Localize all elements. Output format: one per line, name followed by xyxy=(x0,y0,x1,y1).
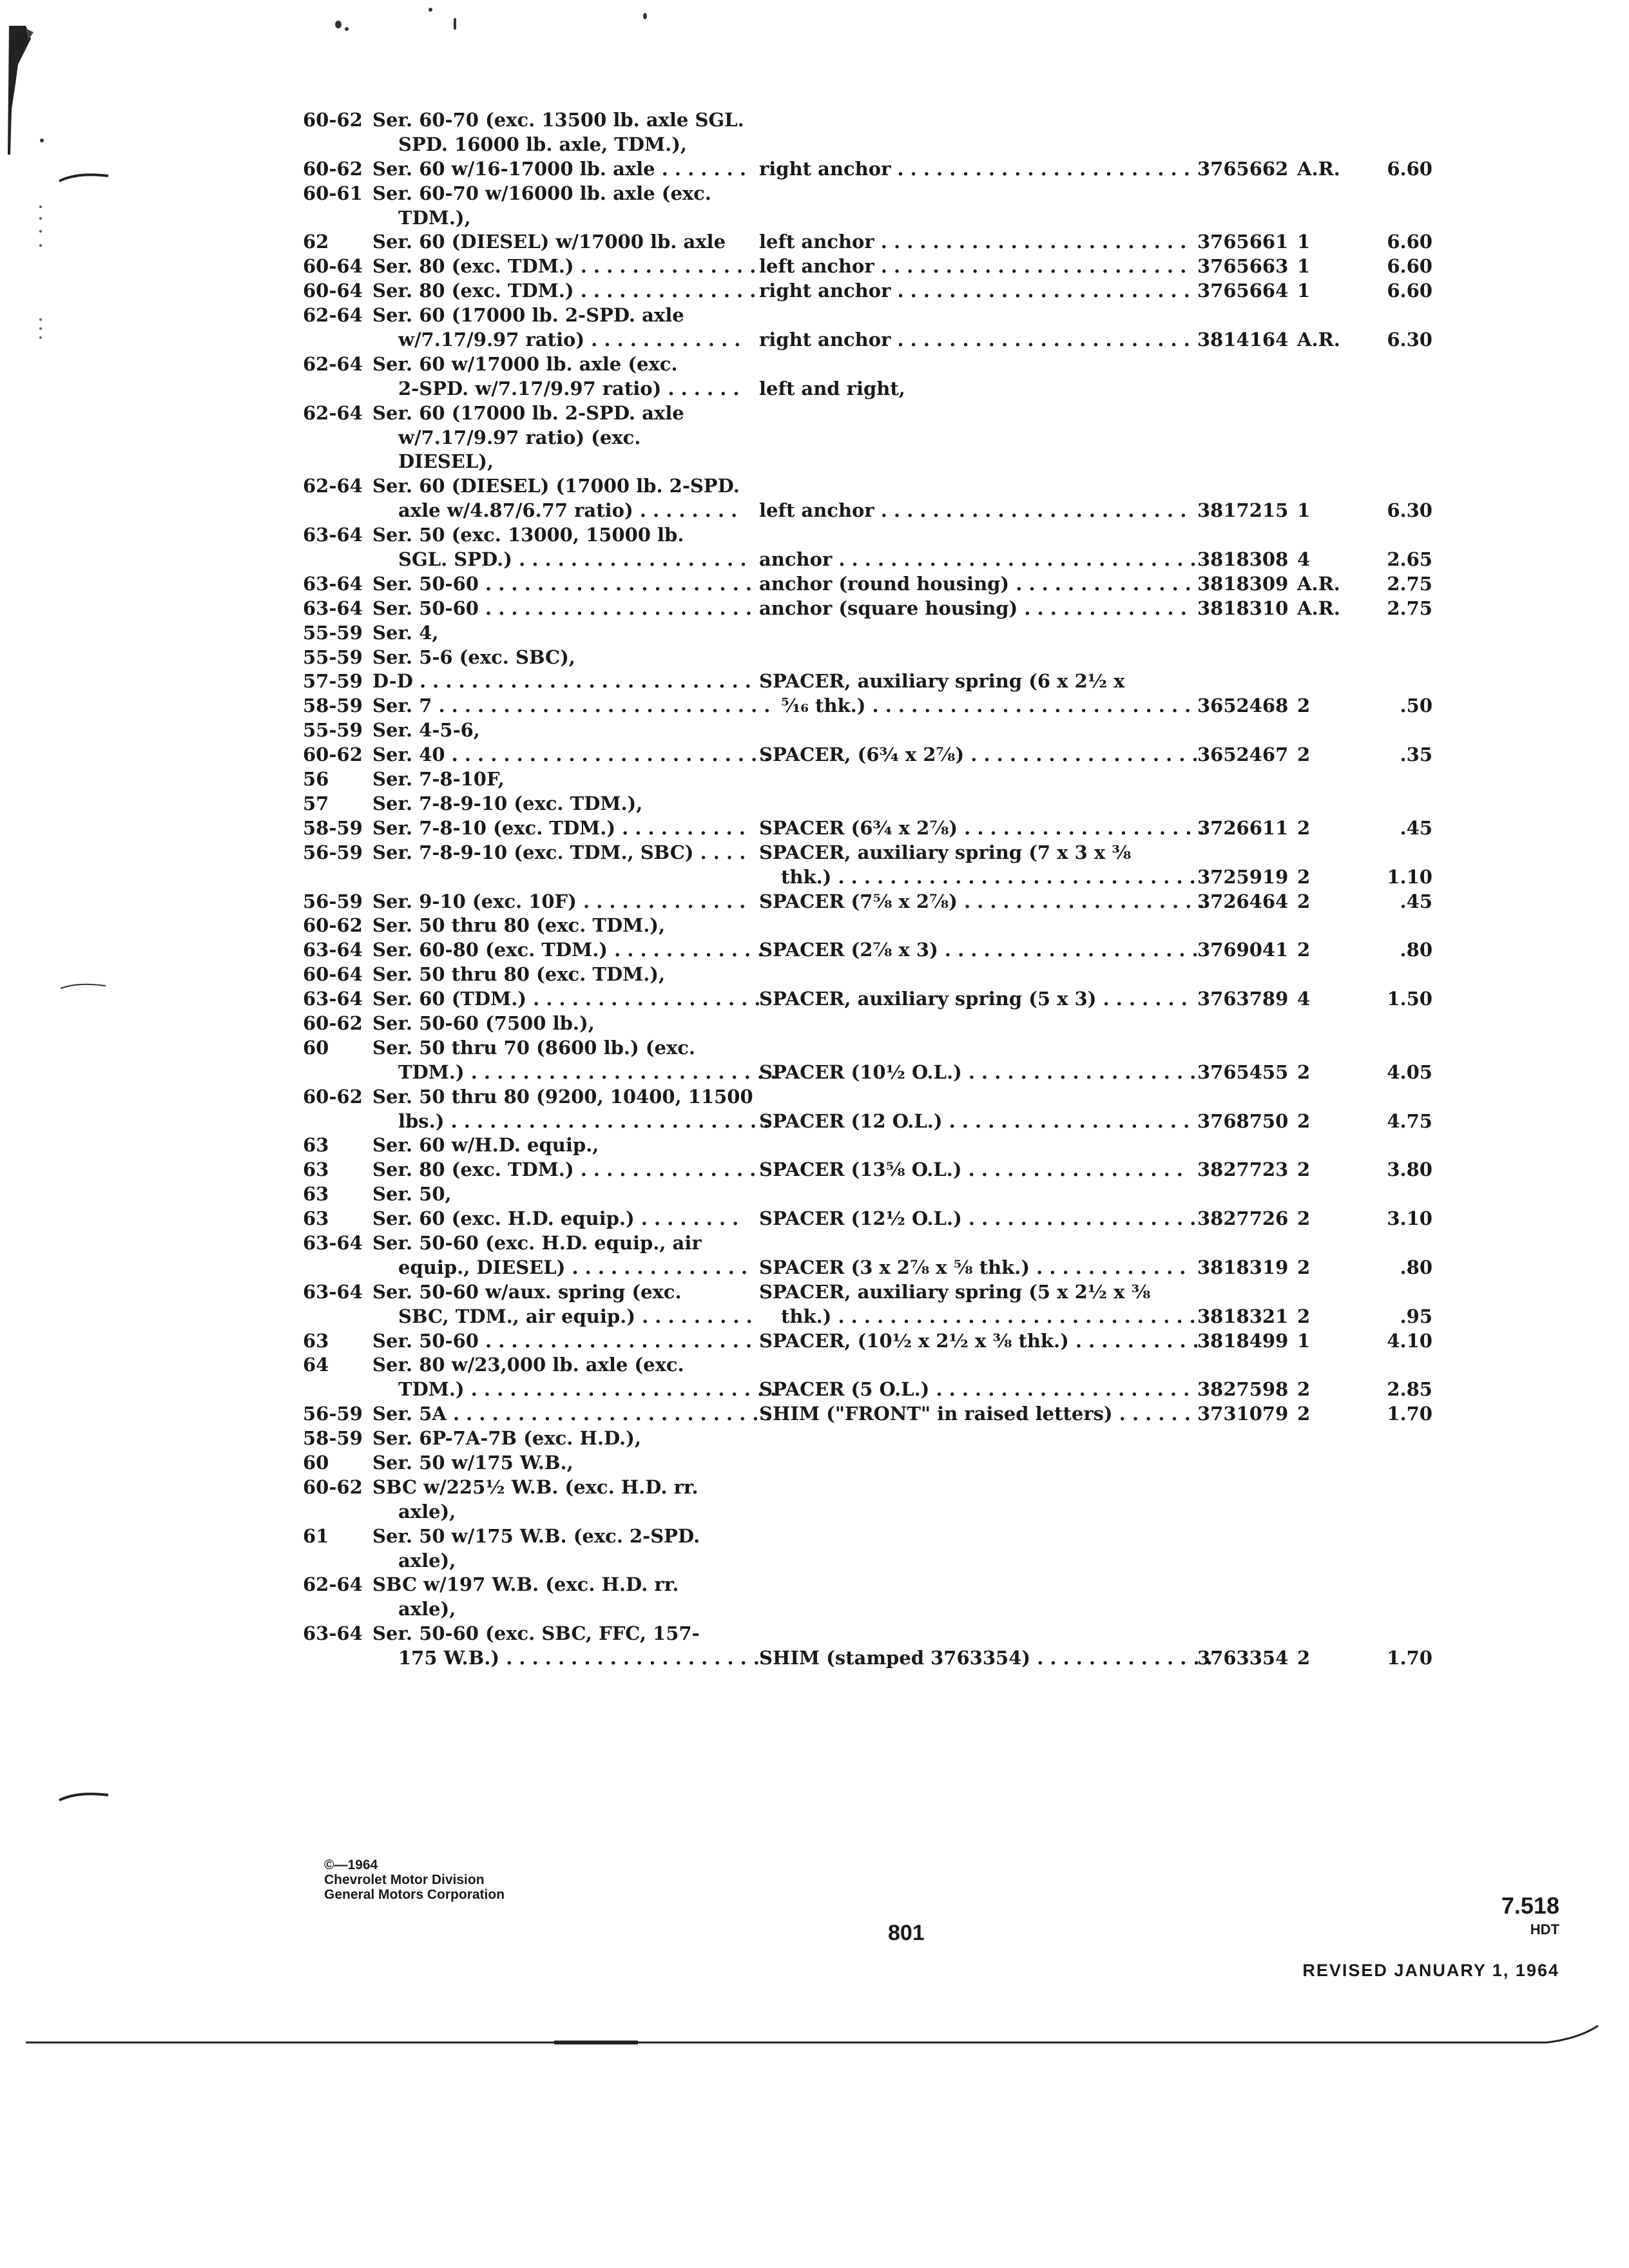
price: .95 xyxy=(1400,1305,1432,1327)
part-number: 3765664 xyxy=(1197,280,1289,302)
table-row xyxy=(0,401,1629,426)
price: 1.50 xyxy=(1387,988,1432,1010)
quantity: 4 xyxy=(1297,988,1311,1010)
model-application: Ser. 60 (DIESEL) w/17000 lb. axle xyxy=(372,231,726,253)
price: 6.30 xyxy=(1387,329,1432,351)
model-application: Ser. 50-60 w/aux. spring (exc. xyxy=(372,1280,682,1303)
model-application: Ser. 80 (exc. TDM.) . . . . . . . . . . . . . . xyxy=(372,280,757,302)
table-row xyxy=(0,1012,1629,1036)
model-application: Ser. 50 (exc. 13000, 15000 lb. xyxy=(372,524,684,546)
scan-speck xyxy=(454,18,456,30)
year-range: 60-64 xyxy=(303,963,363,986)
part-number: 3765662 xyxy=(1197,157,1289,180)
model-application: TDM.) . . . . . . . . . . . . . . . . . . . . . . . . xyxy=(398,1061,777,1083)
year-range: 63-64 xyxy=(303,597,363,619)
part-description: right anchor . . . . . . . . . . . . . . . . . . . . . . . xyxy=(759,280,1190,302)
part-number: 3827723 xyxy=(1197,1158,1289,1181)
table-row xyxy=(0,1061,1629,1085)
parts-table xyxy=(0,108,1629,1671)
part-number: 3652467 xyxy=(1197,744,1289,766)
table-row xyxy=(0,767,1629,792)
copyright-block xyxy=(324,1858,505,1902)
scan-speck xyxy=(345,27,349,31)
model-application: Ser. 60-70 w/16000 lb. axle (exc. xyxy=(372,182,711,204)
table-row xyxy=(0,1305,1629,1329)
part-number: 3818310 xyxy=(1197,597,1289,619)
part-number: 3731079 xyxy=(1197,1403,1289,1425)
table-row xyxy=(0,1110,1629,1134)
part-description: left anchor . . . . . . . . . . . . . . . . . . . . . . . . xyxy=(759,231,1187,253)
model-application: w/7.17/9.97 ratio) (exc. xyxy=(398,426,641,448)
table-row xyxy=(0,108,1629,133)
year-range: 63-64 xyxy=(303,1231,363,1254)
table-row xyxy=(0,1280,1629,1305)
year-range: 56-59 xyxy=(303,890,363,912)
page-number: 801 xyxy=(888,1921,925,1945)
table-row xyxy=(0,694,1629,718)
part-description: SPACER (3 x 2⅞ x ⅝ thk.) . . . . . . . . . . . . xyxy=(759,1256,1186,1278)
model-application: Ser. 80 w/23,000 lb. axle (exc. xyxy=(372,1354,684,1376)
part-description: SPACER (7⅝ x 2⅞) . . . . . . . . . . . . . . . . . . . xyxy=(759,890,1205,912)
part-number: 3763354 xyxy=(1197,1647,1289,1669)
model-application: Ser. 7 . . . . . . . . . . . . . . . . . . . . . . . . . . xyxy=(372,695,771,717)
scan-speck xyxy=(335,21,342,28)
table-row xyxy=(0,352,1629,377)
price: 2.75 xyxy=(1387,597,1432,619)
year-range: 60-62 xyxy=(303,1012,363,1034)
table-row xyxy=(0,279,1629,303)
table-row xyxy=(0,1158,1629,1182)
part-description: anchor . . . . . . . . . . . . . . . . . . . . . . . . . . . . xyxy=(759,548,1197,571)
model-application: TDM.), xyxy=(398,206,471,229)
price: 6.60 xyxy=(1387,231,1432,253)
part-number: 3652468 xyxy=(1197,695,1289,717)
table-row xyxy=(0,1622,1629,1646)
part-number: 3818499 xyxy=(1197,1329,1289,1352)
year-range: 60-62 xyxy=(303,1085,363,1108)
table-row xyxy=(0,548,1629,572)
part-description: SPACER (6¾ x 2⅞) . . . . . . . . . . . . . . . . . . . xyxy=(759,816,1205,839)
price: .35 xyxy=(1400,744,1432,766)
quantity: 2 xyxy=(1297,1110,1311,1132)
model-application: Ser. 80 (exc. TDM.) . . . . . . . . . . . . . . xyxy=(372,1158,757,1181)
price: 2.85 xyxy=(1387,1378,1432,1401)
price: 4.05 xyxy=(1387,1061,1432,1083)
year-range: 60-62 xyxy=(303,1475,363,1498)
year-range: 60 xyxy=(303,1036,329,1059)
price: 6.60 xyxy=(1387,255,1432,278)
table-row xyxy=(0,206,1629,231)
quantity: 4 xyxy=(1297,548,1311,571)
year-range: 63-64 xyxy=(303,1622,363,1645)
table-row xyxy=(0,1182,1629,1207)
table-row xyxy=(0,1036,1629,1061)
model-application: D-D . . . . . . . . . . . . . . . . . . . . . . . . . . xyxy=(372,670,751,693)
table-row xyxy=(0,1524,1629,1549)
year-range: 55-59 xyxy=(303,646,363,668)
model-application: Ser. 80 (exc. TDM.) . . . . . . . . . . . . . . xyxy=(372,255,757,278)
table-row xyxy=(0,1597,1629,1622)
part-number: 3726464 xyxy=(1197,890,1289,912)
table-row xyxy=(0,523,1629,548)
price: 6.60 xyxy=(1387,157,1432,180)
part-number: 3765455 xyxy=(1197,1061,1289,1083)
scan-speck xyxy=(429,8,432,12)
section-number: 7.518 xyxy=(1501,1892,1559,1919)
part-description: SPACER, auxiliary spring (5 x 3) . . . . . . . xyxy=(759,988,1188,1010)
price: 6.60 xyxy=(1387,280,1432,302)
part-description: SPACER, auxiliary spring (6 x 2½ x xyxy=(759,670,1125,693)
revision-date: REVISED JANUARY 1, 1964 xyxy=(1302,1961,1559,1980)
year-range: 63-64 xyxy=(303,939,363,961)
table-row xyxy=(0,328,1629,352)
year-range: 63 xyxy=(303,1329,329,1352)
model-application: Ser. 50-60 . . . . . . . . . . . . . . . . . . . . . xyxy=(372,1329,752,1352)
year-range: 63 xyxy=(303,1134,329,1157)
model-application: Ser. 7-8-10 (exc. TDM.) . . . . . . . . . . xyxy=(372,816,746,839)
part-number: 3763789 xyxy=(1197,988,1289,1010)
model-application: SBC, TDM., air equip.) . . . . . . . . . xyxy=(398,1305,753,1327)
part-description: anchor (square housing) . . . . . . . . . . . . . xyxy=(759,597,1187,619)
price: .50 xyxy=(1400,695,1432,717)
part-description: SPACER (12½ O.L.) . . . . . . . . . . . . . . . . . . xyxy=(759,1207,1197,1230)
part-number: 3726611 xyxy=(1197,816,1289,839)
model-application: TDM.) . . . . . . . . . . . . . . . . . . . . . . . . xyxy=(398,1378,777,1401)
quantity: 2 xyxy=(1297,1378,1311,1401)
model-application: Ser. 60-80 (exc. TDM.) . . . . . . . . . . . . xyxy=(372,939,764,961)
table-row xyxy=(0,890,1629,914)
table-row xyxy=(0,157,1629,182)
part-description: thk.) . . . . . . . . . . . . . . . . . . . . . . . . . . . . xyxy=(781,865,1196,888)
part-description: SPACER (2⅞ x 3) . . . . . . . . . . . . . . . . . . . . xyxy=(759,939,1199,961)
table-row xyxy=(0,914,1629,938)
price: 1.10 xyxy=(1387,865,1432,888)
quantity: 2 xyxy=(1297,1403,1311,1425)
quantity: 1 xyxy=(1297,499,1311,522)
model-application: w/7.17/9.97 ratio) . . . . . . . . . . . . xyxy=(398,329,741,351)
model-application: Ser. 50-60 . . . . . . . . . . . . . . . . . . . . . xyxy=(372,597,752,619)
part-number: 3769041 xyxy=(1197,939,1289,961)
year-range: 60-62 xyxy=(303,914,363,937)
year-range: 63-64 xyxy=(303,988,363,1010)
model-application: lbs.) . . . . . . . . . . . . . . . . . . . . . . . . . xyxy=(398,1110,770,1132)
model-application: Ser. 5-6 (exc. SBC), xyxy=(372,646,575,668)
table-row xyxy=(0,1256,1629,1280)
year-range: 60-62 xyxy=(303,109,363,131)
quantity: 1 xyxy=(1297,231,1311,253)
model-application: Ser. 60 w/17000 lb. axle (exc. xyxy=(372,352,678,375)
table-row xyxy=(0,1207,1629,1231)
year-range: 57 xyxy=(303,792,329,814)
part-description: ⁵⁄₁₆ thk.) . . . . . . . . . . . . . . . . . . . . . . . . . xyxy=(781,695,1191,717)
year-range: 63-64 xyxy=(303,572,363,595)
table-row xyxy=(0,1427,1629,1451)
model-application: Ser. 50 w/175 W.B. (exc. 2-SPD. xyxy=(372,1524,700,1547)
table-row xyxy=(0,255,1629,279)
model-application: SPD. 16000 lb. axle, TDM.), xyxy=(398,133,688,155)
scan-speck xyxy=(643,13,647,19)
quantity: 2 xyxy=(1297,695,1311,717)
model-application: axle), xyxy=(398,1549,456,1571)
model-application: Ser. 60 (17000 lb. 2-SPD. axle xyxy=(372,304,684,327)
year-range: 64 xyxy=(303,1354,329,1376)
quantity: 2 xyxy=(1297,1061,1311,1083)
part-description: left and right, xyxy=(759,377,905,399)
copyright-division: Chevrolet Motor Division xyxy=(324,1872,485,1887)
table-row xyxy=(0,1549,1629,1573)
part-number: 3768750 xyxy=(1197,1110,1289,1132)
model-application: SGL. SPD.) . . . . . . . . . . . . . . . . . . xyxy=(398,548,747,571)
part-description: SPACER, auxiliary spring (7 x 3 x ⅜ xyxy=(759,841,1132,863)
quantity: 2 xyxy=(1297,939,1311,961)
model-application: Ser. 50 thru 80 (9200, 10400, 11500 xyxy=(372,1085,753,1108)
model-application: Ser. 50-60 . . . . . . . . . . . . . . . . . . . . . xyxy=(372,572,752,595)
table-row xyxy=(0,1085,1629,1110)
model-application: Ser. 60 w/H.D. equip., xyxy=(372,1134,599,1157)
table-row xyxy=(0,1646,1629,1671)
model-application: Ser. 50-60 (exc. H.D. equip., air xyxy=(372,1231,702,1254)
table-row xyxy=(0,426,1629,450)
part-description: left anchor . . . . . . . . . . . . . . . . . . . . . . . . xyxy=(759,499,1187,522)
part-number: 3725919 xyxy=(1197,865,1289,888)
price: 3.80 xyxy=(1387,1158,1432,1181)
year-range: 60-62 xyxy=(303,157,363,180)
copyright-year: ©—1964 xyxy=(324,1858,378,1872)
price: 4.75 xyxy=(1387,1110,1432,1132)
year-range: 58-59 xyxy=(303,1427,363,1450)
table-row xyxy=(0,865,1629,890)
year-range: 62-64 xyxy=(303,304,363,327)
price: 6.30 xyxy=(1387,499,1432,522)
year-range: 60-62 xyxy=(303,744,363,766)
table-row xyxy=(0,938,1629,963)
table-row xyxy=(0,646,1629,670)
model-application: Ser. 50 thru 70 (8600 lb.) (exc. xyxy=(372,1036,696,1059)
price: 2.65 xyxy=(1387,548,1432,571)
model-application: axle w/4.87/6.77 ratio) . . . . . . . . xyxy=(398,499,738,522)
table-row xyxy=(0,1133,1629,1158)
table-row xyxy=(0,499,1629,523)
table-row xyxy=(0,1378,1629,1402)
part-description: SPACER, (10½ x 2½ x ⅜ thk.) . . . . . . . . . . xyxy=(759,1329,1199,1352)
table-row xyxy=(0,474,1629,499)
price: 3.10 xyxy=(1387,1207,1432,1230)
model-application: Ser. 5A . . . . . . . . . . . . . . . . . . . . . . . . . xyxy=(372,1403,772,1425)
year-range: 60 xyxy=(303,1451,329,1474)
year-range: 56-59 xyxy=(303,841,363,863)
part-number: 3817215 xyxy=(1197,499,1289,522)
table-row xyxy=(0,133,1629,157)
model-application: Ser. 60 (exc. H.D. equip.) . . . . . . . . xyxy=(372,1207,739,1230)
model-application: Ser. 50-60 (exc. SBC, FFC, 157- xyxy=(372,1622,700,1645)
part-number: 3765663 xyxy=(1197,255,1289,278)
price: 1.70 xyxy=(1387,1403,1432,1425)
model-application: Ser. 60 w/16-17000 lb. axle . . . . . . . xyxy=(372,157,746,180)
model-application: Ser. 9-10 (exc. 10F) . . . . . . . . . . . . . xyxy=(372,890,746,912)
year-range: 57-59 xyxy=(303,670,363,693)
year-range: 62-64 xyxy=(303,475,363,497)
model-application: Ser. 50 thru 80 (exc. TDM.), xyxy=(372,963,666,986)
table-row xyxy=(0,597,1629,621)
table-row xyxy=(0,1573,1629,1597)
model-application: 2-SPD. w/7.17/9.97 ratio) . . . . . . xyxy=(398,377,740,399)
quantity: 2 xyxy=(1297,1305,1311,1327)
quantity: 2 xyxy=(1297,1256,1311,1278)
table-row xyxy=(0,1329,1629,1354)
year-range: 58-59 xyxy=(303,695,363,717)
quantity: A.R. xyxy=(1297,572,1340,595)
quantity: 2 xyxy=(1297,816,1311,839)
model-application: Ser. 60 (17000 lb. 2-SPD. axle xyxy=(372,401,684,424)
model-application: Ser. 40 . . . . . . . . . . . . . . . . . . . . . . . . . xyxy=(372,744,771,766)
part-number: 3818308 xyxy=(1197,548,1289,571)
table-row xyxy=(0,1475,1629,1500)
table-row xyxy=(0,743,1629,767)
price: 2.75 xyxy=(1387,572,1432,595)
model-application: Ser. 50 thru 80 (exc. TDM.), xyxy=(372,914,666,937)
year-range: 63-64 xyxy=(303,1280,363,1303)
table-row xyxy=(0,621,1629,646)
part-description: right anchor . . . . . . . . . . . . . . . . . . . . . . . xyxy=(759,329,1190,351)
scan-mark xyxy=(58,1790,110,1803)
year-range: 55-59 xyxy=(303,621,363,644)
part-description: SPACER (10½ O.L.) . . . . . . . . . . . . . . . . . . xyxy=(759,1061,1197,1083)
year-range: 63 xyxy=(303,1183,329,1206)
table-row xyxy=(0,1353,1629,1378)
part-description: SHIM (stamped 3763354) . . . . . . . . . . . . . . xyxy=(759,1647,1213,1669)
part-number: 3827726 xyxy=(1197,1207,1289,1230)
part-description: SHIM ("FRONT" in raised letters) . . . . . . xyxy=(759,1403,1191,1425)
model-application: Ser. 7-8-9-10 (exc. TDM.), xyxy=(372,792,643,814)
table-row xyxy=(0,1500,1629,1524)
part-description: SPACER (12 O.L.) . . . . . . . . . . . . . . . . . . . xyxy=(759,1110,1190,1132)
part-number: 3814164 xyxy=(1197,329,1289,351)
table-row xyxy=(0,182,1629,206)
table-row xyxy=(0,987,1629,1012)
quantity: 1 xyxy=(1297,1329,1311,1352)
year-range: 60-64 xyxy=(303,255,363,278)
model-application: SBC w/197 W.B. (exc. H.D. rr. xyxy=(372,1573,679,1596)
table-row xyxy=(0,1451,1629,1475)
part-number: 3818309 xyxy=(1197,572,1289,595)
bottom-rule xyxy=(26,2023,1598,2062)
table-row xyxy=(0,572,1629,597)
model-application: Ser. 50, xyxy=(372,1183,452,1206)
year-range: 55-59 xyxy=(303,719,363,742)
part-number: 3765661 xyxy=(1197,231,1289,253)
year-range: 63 xyxy=(303,1207,329,1230)
quantity: A.R. xyxy=(1297,597,1340,619)
part-description: SPACER, auxiliary spring (5 x 2½ x ⅜ xyxy=(759,1280,1151,1303)
price: .80 xyxy=(1400,1256,1432,1278)
quantity: 2 xyxy=(1297,744,1311,766)
table-row xyxy=(0,450,1629,474)
year-range: 56-59 xyxy=(303,1403,363,1425)
table-row xyxy=(0,841,1629,865)
year-range: 62-64 xyxy=(303,401,363,424)
model-application: equip., DIESEL) . . . . . . . . . . . . . . xyxy=(398,1256,748,1278)
year-range: 61 xyxy=(303,1524,329,1547)
model-application: axle), xyxy=(398,1500,456,1523)
model-application: Ser. 60-70 (exc. 13500 lb. axle SGL. xyxy=(372,109,744,131)
model-application: Ser. 4-5-6, xyxy=(372,719,480,742)
model-application: 175 W.B.) . . . . . . . . . . . . . . . . . . . . xyxy=(398,1647,760,1669)
quantity: 2 xyxy=(1297,1207,1311,1230)
copyright-corporation: General Motors Corporation xyxy=(324,1887,505,1902)
part-description: anchor (round housing) . . . . . . . . . . . . . . xyxy=(759,572,1191,595)
price: .45 xyxy=(1400,890,1432,912)
model-application: Ser. 4, xyxy=(372,621,439,644)
table-row xyxy=(0,1402,1629,1427)
year-range: 62-64 xyxy=(303,1573,363,1596)
model-application: axle), xyxy=(398,1598,456,1620)
part-number: 3827598 xyxy=(1197,1378,1289,1401)
table-row xyxy=(0,718,1629,743)
table-row xyxy=(0,303,1629,328)
year-range: 58-59 xyxy=(303,816,363,839)
year-range: 56 xyxy=(303,768,329,791)
year-range: 63 xyxy=(303,1158,329,1181)
price: 1.70 xyxy=(1387,1647,1432,1669)
price: .80 xyxy=(1400,939,1432,961)
table-row xyxy=(0,377,1629,401)
part-number: 3818321 xyxy=(1197,1305,1289,1327)
table-row xyxy=(0,1231,1629,1256)
quantity: 2 xyxy=(1297,1647,1311,1669)
year-range: 60-61 xyxy=(303,182,363,204)
model-application: Ser. 50-60 (7500 lb.), xyxy=(372,1012,595,1034)
section-code: HDT xyxy=(1530,1921,1559,1937)
part-number: 3818319 xyxy=(1197,1256,1289,1278)
table-row xyxy=(0,816,1629,841)
model-application: Ser. 50 w/175 W.B., xyxy=(372,1451,574,1474)
table-row xyxy=(0,963,1629,987)
quantity: 1 xyxy=(1297,280,1311,302)
quantity: 1 xyxy=(1297,255,1311,278)
model-application: DIESEL), xyxy=(398,450,494,473)
quantity: 2 xyxy=(1297,890,1311,912)
model-application: Ser. 60 (DIESEL) (17000 lb. 2-SPD. xyxy=(372,475,740,497)
part-description: SPACER, (6¾ x 2⅞) . . . . . . . . . . . . . . . . . . xyxy=(759,744,1199,766)
part-description: right anchor . . . . . . . . . . . . . . . . . . . . . . . xyxy=(759,157,1190,180)
part-description: left anchor . . . . . . . . . . . . . . . . . . . . . . . . xyxy=(759,255,1187,278)
part-description: thk.) . . . . . . . . . . . . . . . . . . . . . . . . . . . . xyxy=(781,1305,1196,1327)
model-application: Ser. 7-8-10F, xyxy=(372,768,505,791)
table-row xyxy=(0,669,1629,694)
year-range: 62-64 xyxy=(303,352,363,375)
price: .45 xyxy=(1400,816,1432,839)
model-application: SBC w/225½ W.B. (exc. H.D. rr. xyxy=(372,1475,699,1498)
year-range: 62 xyxy=(303,231,329,253)
model-application: Ser. 7-8-9-10 (exc. TDM., SBC) . . . . xyxy=(372,841,746,863)
part-description: SPACER (13⅝ O.L.) . . . . . . . . . . . . . . . . . xyxy=(759,1158,1183,1181)
price: 4.10 xyxy=(1387,1329,1432,1352)
table-row xyxy=(0,792,1629,816)
year-range: 63-64 xyxy=(303,524,363,546)
model-application: Ser. 6P-7A-7B (exc. H.D.), xyxy=(372,1427,641,1450)
table-row xyxy=(0,230,1629,255)
model-application: Ser. 60 (TDM.) . . . . . . . . . . . . . . . . . . xyxy=(372,988,761,1010)
quantity: A.R. xyxy=(1297,157,1340,180)
quantity: A.R. xyxy=(1297,329,1340,351)
year-range: 60-64 xyxy=(303,280,363,302)
part-description: SPACER (5 O.L.) . . . . . . . . . . . . . . . . . . . . xyxy=(759,1378,1190,1401)
quantity: 2 xyxy=(1297,865,1311,888)
quantity: 2 xyxy=(1297,1158,1311,1181)
